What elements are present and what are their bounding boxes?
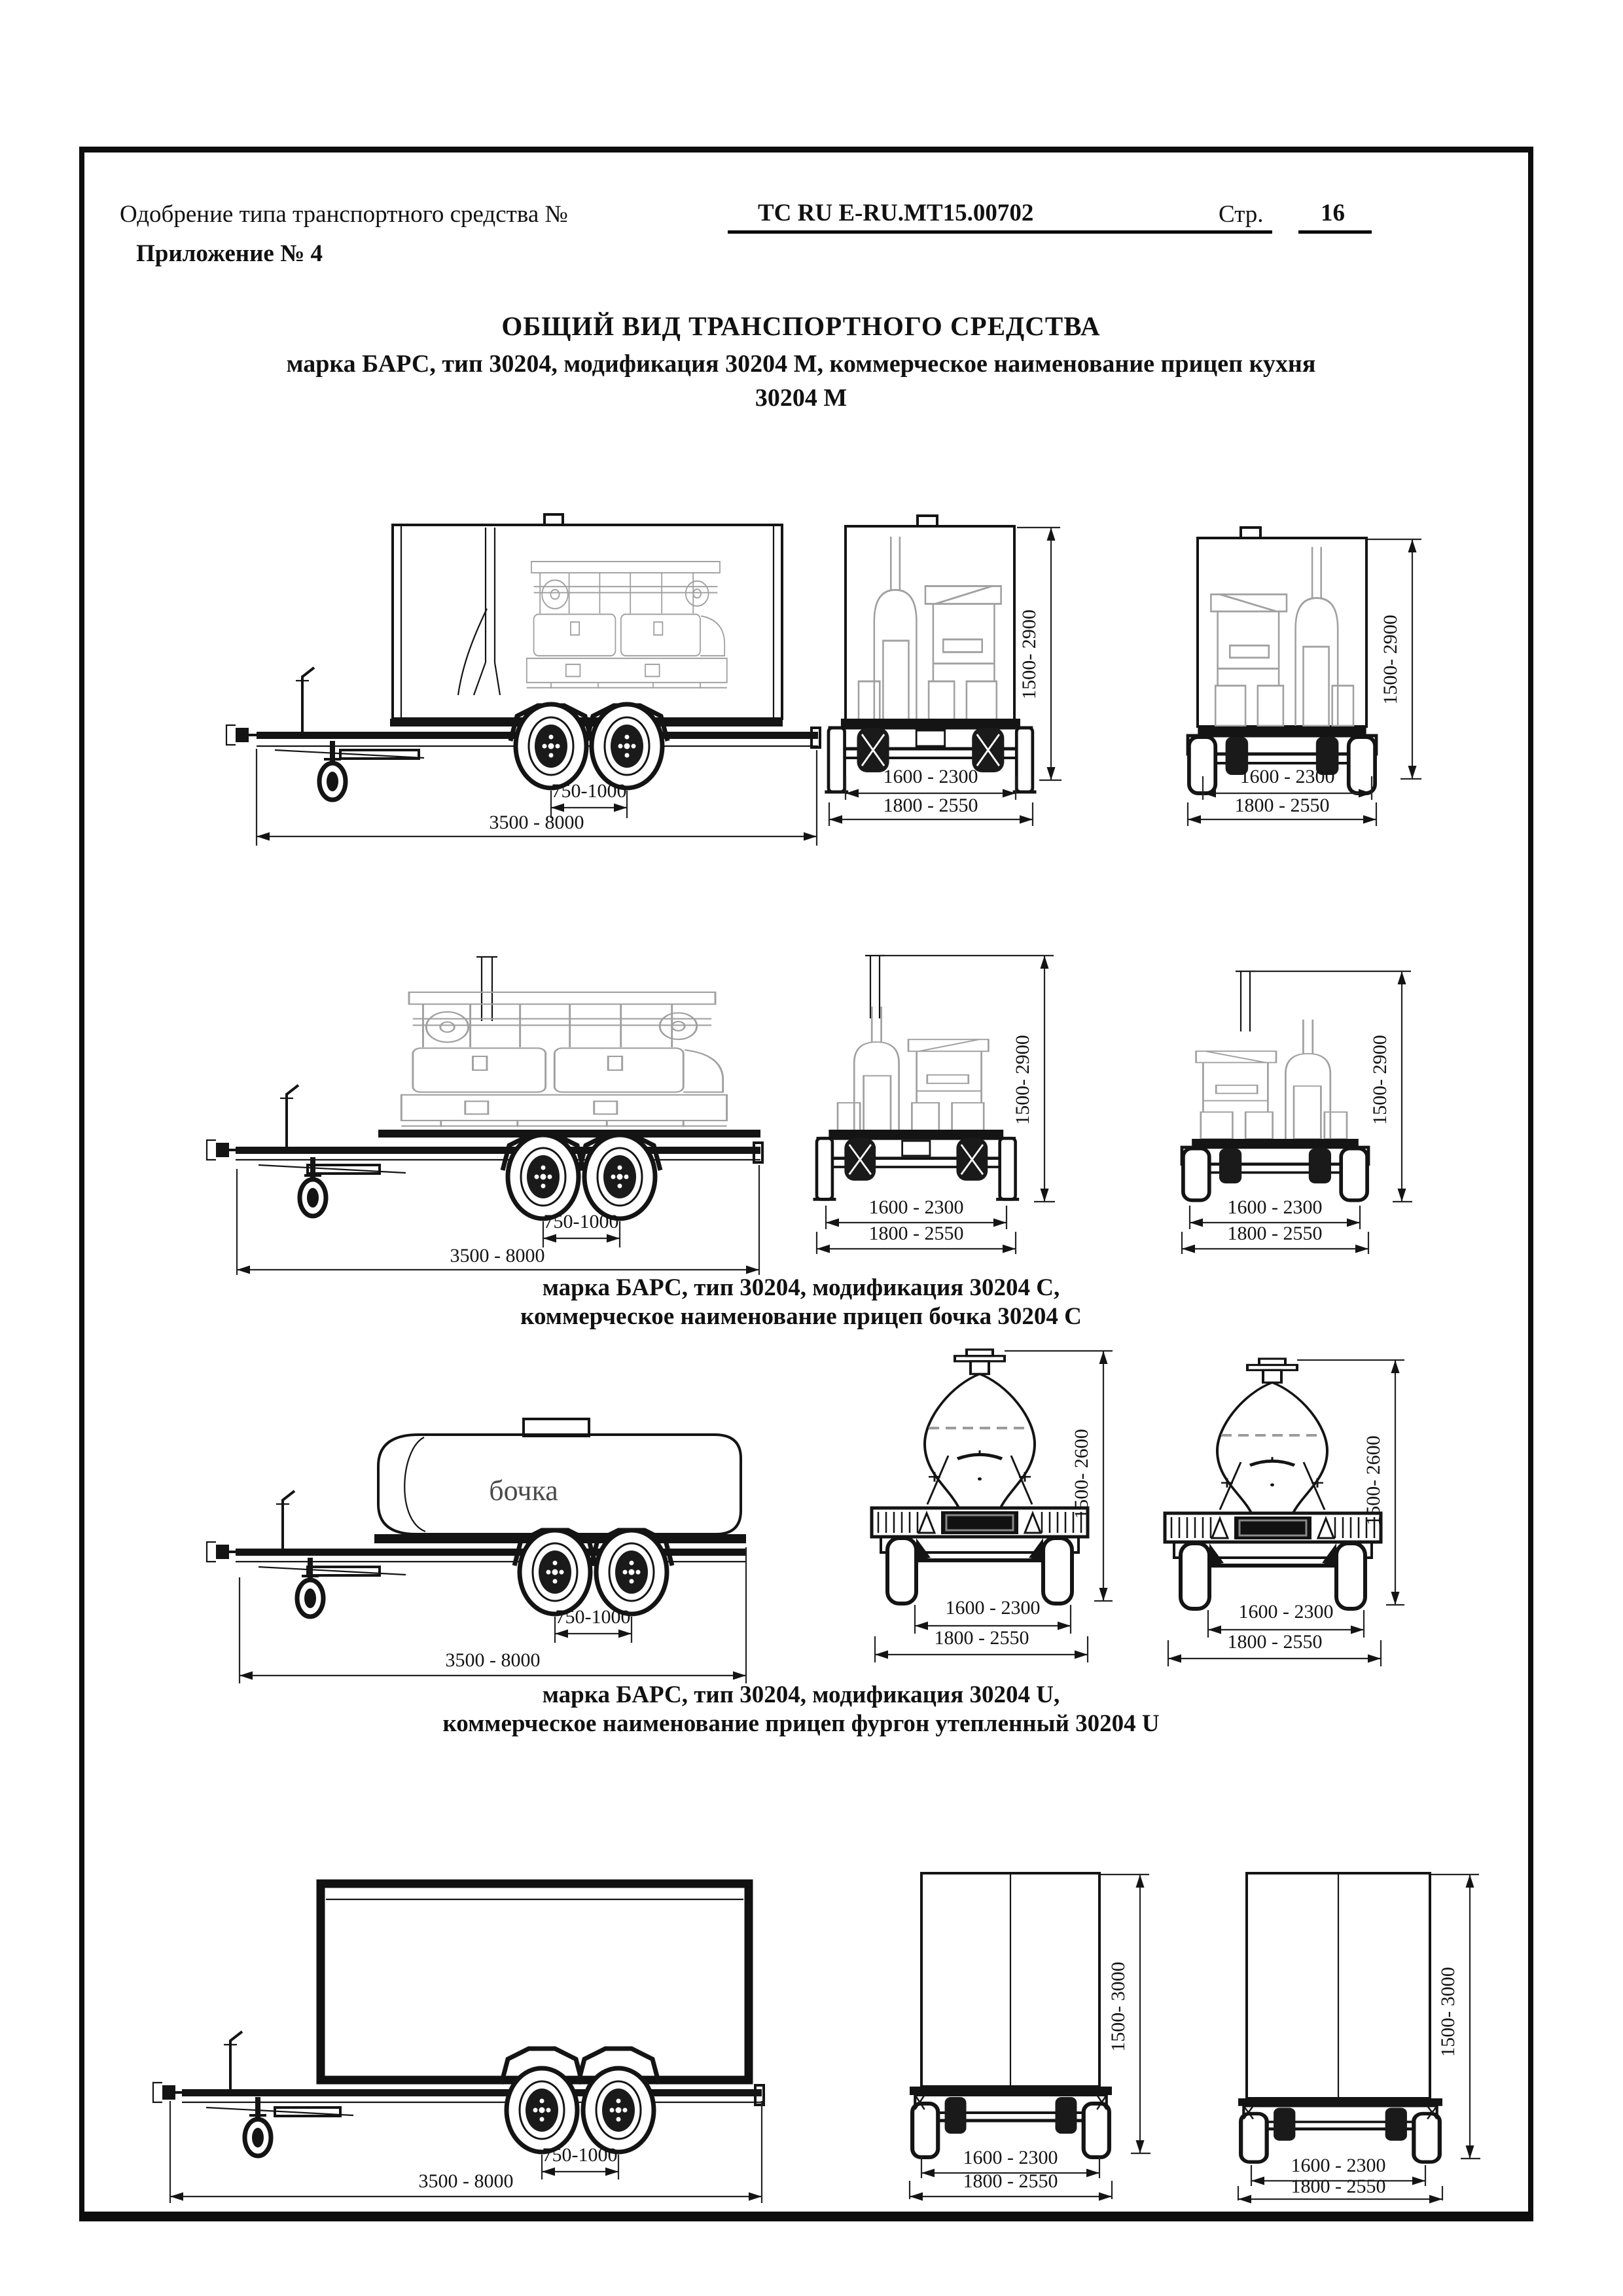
subtitle-line2: 30204 М	[755, 384, 847, 412]
jockey-wheel	[245, 2097, 271, 2156]
c-front-view-drawing	[1165, 1359, 1381, 1609]
u-front-view-drawing	[1238, 1873, 1442, 2162]
subtitle-line1: марка БАРС, тип 30204, модификация 30204 М, коммерческое наименование прицеп кухня	[286, 350, 1316, 378]
dim-overall-width: 1800 - 2550	[1227, 1223, 1323, 1244]
dim-overall-width: 1800 - 2550	[934, 1627, 1029, 1649]
dim-axle-spacing: 750-1000	[551, 780, 627, 802]
m-open-rear-dimensions	[817, 956, 1055, 1254]
page-label: Стр.	[1219, 201, 1264, 228]
hitch-coupler	[216, 1143, 229, 1157]
road-wheel	[507, 2068, 577, 2152]
underframe	[1165, 1513, 1381, 1609]
handbrake-lever	[230, 2032, 242, 2089]
handbrake-lever	[302, 668, 314, 732]
road-wheel	[516, 704, 586, 788]
dim-overall-length: 3500 - 8000	[445, 1649, 541, 1671]
tank-body	[1217, 1359, 1327, 1513]
dim-overall-width: 1800 - 2550	[1227, 1631, 1323, 1653]
dim-height: 1500- 3000	[1437, 1967, 1459, 2057]
road-wheel	[592, 704, 662, 788]
road-wheel	[584, 1135, 655, 1219]
dim-height: 1500- 2900	[1012, 1035, 1033, 1125]
dim-height: 1500- 2600	[1071, 1429, 1092, 1519]
dim-height: 1500- 2600	[1363, 1435, 1384, 1526]
annex-label: Приложение № 4	[136, 240, 323, 267]
caption-c-line2: коммерческое наименование прицеп бочка 30204 С	[520, 1303, 1082, 1330]
kitchen-equipment-ghost	[1211, 547, 1353, 726]
kitchen-equipment-ghost	[527, 562, 727, 689]
approval-label: Одобрение типа транспортного средства №	[120, 201, 568, 228]
dim-track-width: 1600 - 2300	[883, 766, 978, 787]
dim-height: 1500- 2900	[1380, 615, 1401, 705]
dim-axle-spacing: 750-1000	[542, 2144, 618, 2166]
roof-vent-icon	[918, 516, 937, 526]
m-open-rear-view-drawing	[813, 956, 1019, 1199]
kitchen-equipment-ghost	[859, 537, 1001, 723]
page-number: 16	[1321, 200, 1345, 226]
road-wheel	[520, 1530, 590, 1614]
u-front-dimensions	[1238, 1874, 1480, 2204]
underframe	[1182, 1139, 1368, 1200]
m-front-dimensions	[1188, 539, 1421, 826]
underframe	[872, 1508, 1088, 1604]
c-rear-view-drawing	[872, 1350, 1088, 1604]
dim-overall-length: 3500 - 8000	[450, 1245, 545, 1266]
dim-height: 1500- 2900	[1369, 1035, 1391, 1125]
dim-height: 1500- 3000	[1107, 1962, 1129, 2052]
m-open-front-view-drawing	[1182, 971, 1368, 1200]
dim-track-width: 1600 - 2300	[1238, 1601, 1334, 1623]
dim-track-width: 1600 - 2300	[1291, 2155, 1386, 2176]
road-wheel	[596, 1530, 667, 1614]
road-wheel	[583, 2068, 654, 2152]
hitch-coupler	[162, 2085, 175, 2100]
m-rear-view-drawing	[825, 516, 1036, 792]
m-side-view-drawing	[226, 514, 820, 800]
dim-track-width: 1600 - 2300	[868, 1196, 964, 1218]
c-side-view-drawing	[207, 1419, 746, 1617]
u-rear-dimensions	[910, 1874, 1150, 2201]
kitchen-equipment-ghost	[838, 1007, 988, 1131]
tank-body	[925, 1350, 1035, 1507]
caption-c-line1: марка БАРС, тип 30204, модификация 30204 С,	[542, 1274, 1060, 1301]
barrel-label: бочка	[489, 1475, 558, 1507]
underframe	[1238, 2098, 1442, 2162]
caption-u-line1: марка БАРС, тип 30204, модификация 30204 U,	[542, 1681, 1060, 1708]
u-side-view-drawing	[153, 1884, 764, 2156]
roof-vent-icon	[544, 514, 563, 525]
dim-overall-width: 1800 - 2550	[963, 2170, 1058, 2192]
road-wheel	[508, 1135, 579, 1219]
kitchen-equipment-ghost	[1196, 1020, 1347, 1139]
u-rear-view-drawing	[910, 1873, 1112, 2157]
dim-track-width: 1600 - 2300	[945, 1597, 1041, 1619]
barrel-body	[378, 1435, 741, 1534]
dim-overall-width: 1800 - 2550	[1234, 795, 1330, 816]
hitch-coupler	[216, 1545, 229, 1559]
chimney-ghost	[1236, 971, 1255, 1031]
handbrake-lever	[283, 1491, 294, 1549]
page-title: ОБЩИЙ ВИД ТРАНСПОРТНОГО СРЕДСТВА	[501, 311, 1101, 341]
caption-u-line2: коммерческое наименование прицеп фургон утепленный 30204 U	[442, 1710, 1160, 1737]
dim-track-width: 1600 - 2300	[1227, 1196, 1323, 1218]
dim-overall-width: 1800 - 2550	[1291, 2176, 1386, 2197]
dim-overall-length: 3500 - 8000	[489, 812, 584, 833]
handbrake-lever	[287, 1085, 298, 1147]
kitchen-equipment-ghost	[401, 992, 726, 1127]
m-open-side-view-drawing	[207, 957, 762, 1219]
dim-overall-width: 1800 - 2550	[868, 1223, 964, 1244]
chimney-ghost	[458, 528, 500, 695]
approval-number: ТС RU E-RU.MT15.00702	[758, 200, 1034, 226]
dim-axle-spacing: 750-1000	[543, 1211, 619, 1232]
hitch-coupler	[236, 728, 249, 742]
chimney-ghost	[476, 957, 497, 1021]
dim-height: 1500- 2900	[1018, 609, 1040, 700]
m-front-view-drawing	[1188, 528, 1376, 793]
dim-track-width: 1600 - 2300	[1240, 766, 1335, 787]
dim-track-width: 1600 - 2300	[963, 2147, 1058, 2168]
underframe	[813, 1130, 1019, 1199]
dim-overall-length: 3500 - 8000	[418, 2170, 514, 2192]
roof-vent-icon	[1241, 528, 1260, 538]
dim-overall-width: 1800 - 2550	[883, 795, 978, 816]
dim-axle-spacing: 750-1000	[555, 1606, 631, 1628]
